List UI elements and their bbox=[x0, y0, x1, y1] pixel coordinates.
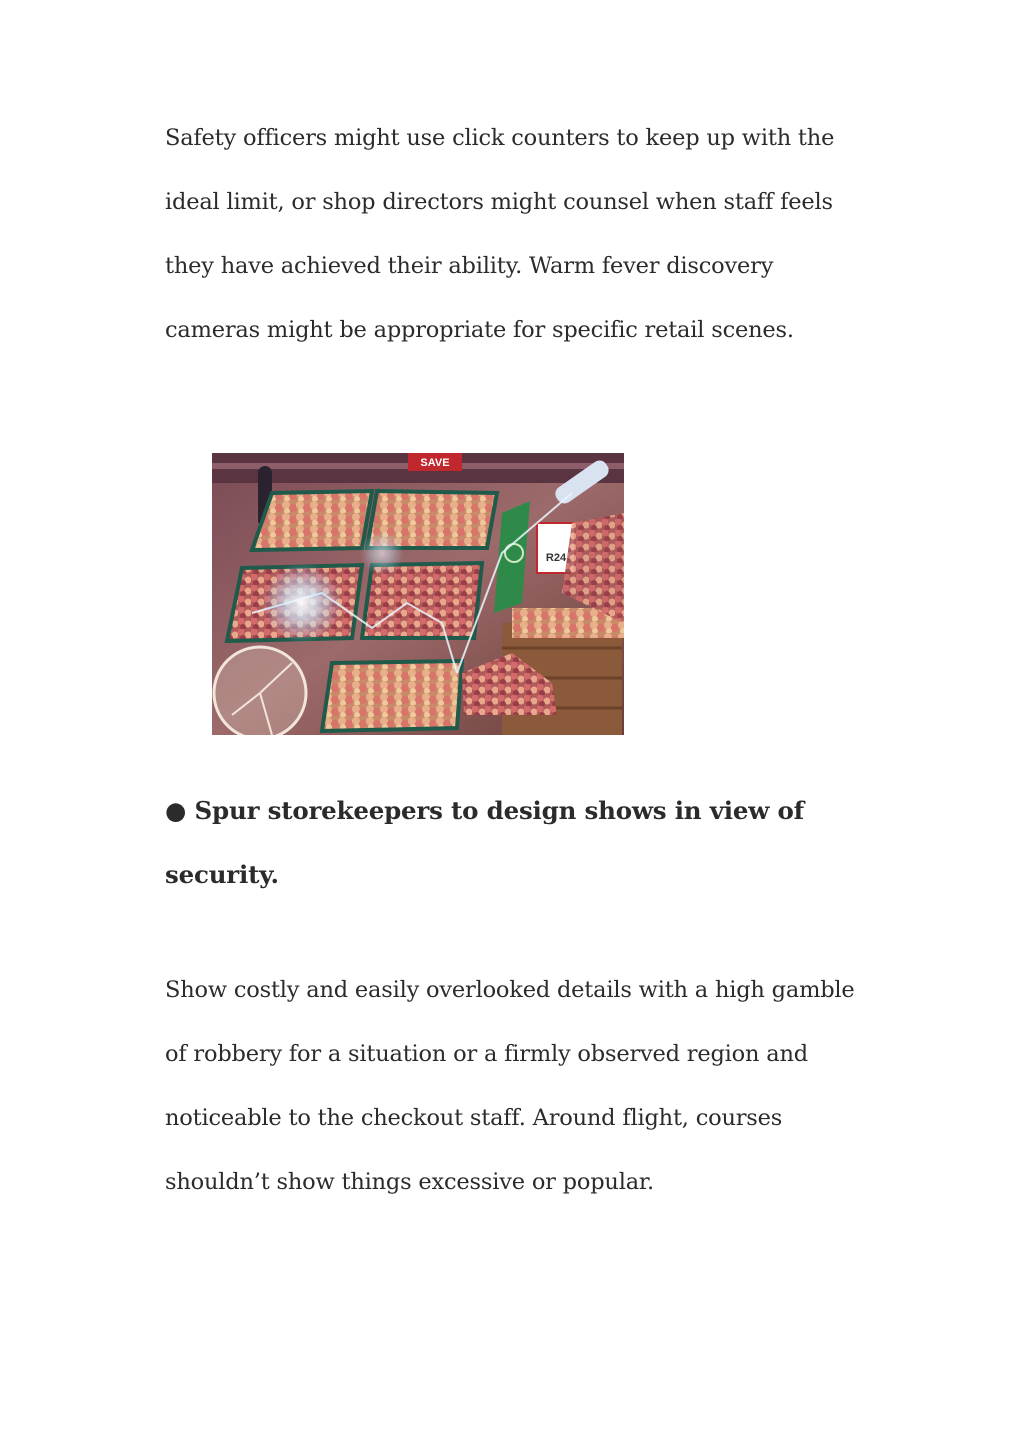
paragraph-line: shouldn’t show things excessive or popular. bbox=[165, 1169, 654, 1195]
paragraph-line: of robbery for a situation or a firmly observed region and bbox=[165, 1041, 808, 1067]
save-sign-text: SAVE bbox=[420, 457, 450, 469]
paragraph-line: Safety officers might use click counters to keep up with the bbox=[165, 125, 835, 151]
paragraph-line: Show costly and easily overlooked details with a high gamble bbox=[165, 977, 855, 1003]
bullet-heading-line: Spur storekeepers to design shows in view of bbox=[194, 796, 804, 825]
paragraph-line: noticeable to the checkout staff. Around flight, courses bbox=[165, 1105, 783, 1131]
bullet-heading-line: security. bbox=[165, 860, 279, 889]
paragraph-line: they have achieved their ability. Warm fever discovery bbox=[165, 253, 774, 279]
paragraph-intro bbox=[165, 106, 885, 362]
bullet-heading bbox=[165, 779, 865, 907]
paragraph-line: cameras might be appropriate for specific retail scenes. bbox=[165, 317, 794, 343]
paragraph-line: ideal limit, or shop directors might counsel when staff feels bbox=[165, 189, 833, 215]
paragraph-display-advice bbox=[165, 958, 885, 1214]
price-tag-text: R24 bbox=[545, 552, 567, 564]
supermarket-produce-photo bbox=[212, 453, 624, 735]
bullet-symbol: ● bbox=[165, 796, 187, 825]
